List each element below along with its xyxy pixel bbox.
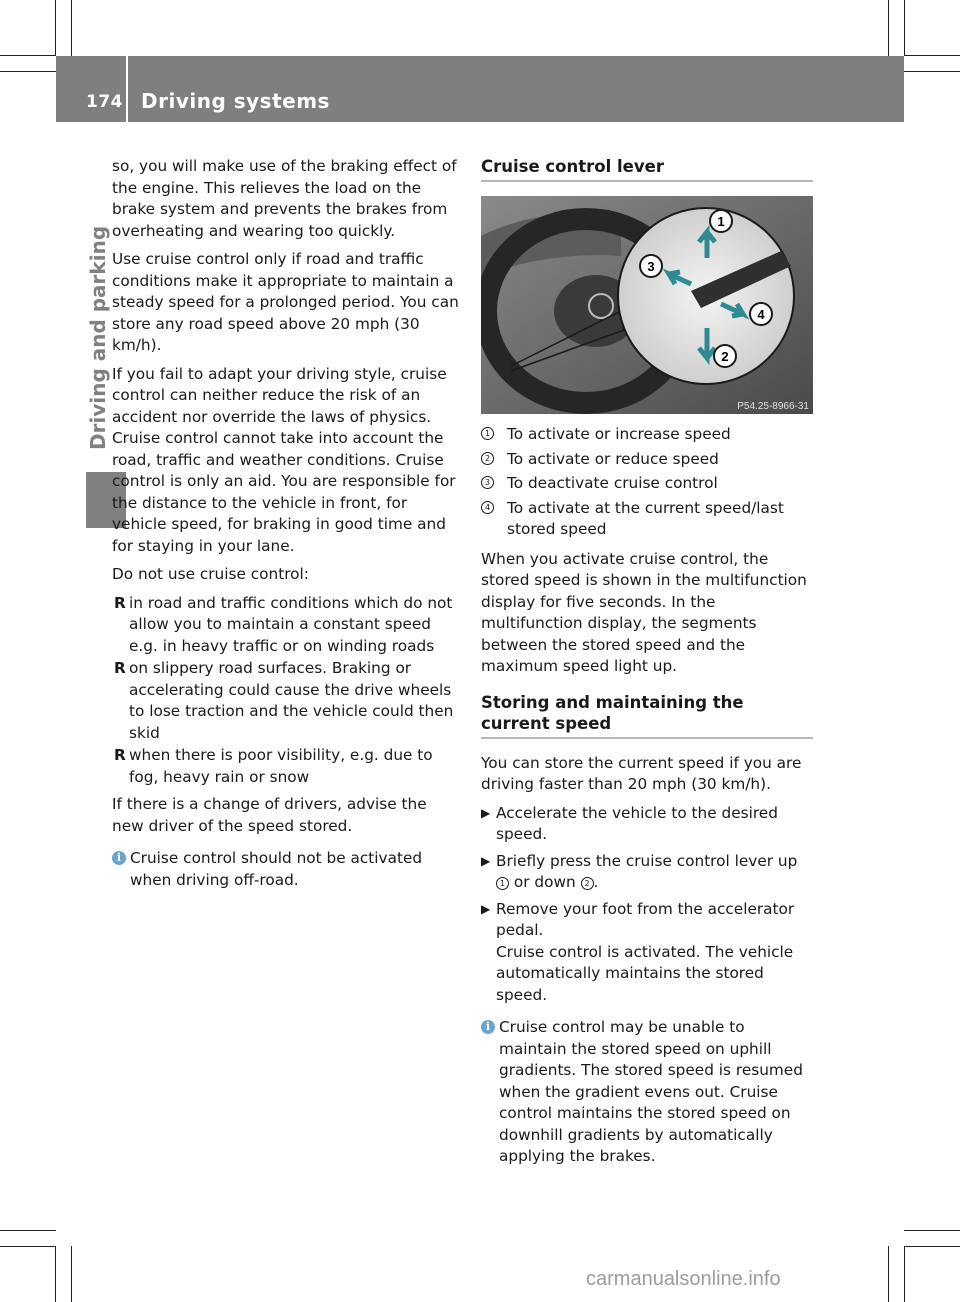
step-arrow-icon: ▶ — [481, 853, 491, 868]
step-item — [481, 851, 813, 894]
list-item-text: on slippery road surfaces. Braking or accelerating could cause the drive wheels to lose traction and the vehicle could then skid — [129, 659, 454, 742]
bullet-marker: R — [114, 659, 126, 677]
step-arrow-icon: ▶ — [481, 901, 491, 916]
section-heading: Storing and maintaining the current speed — [481, 692, 744, 733]
crop-mark — [904, 1246, 960, 1247]
crop-mark — [888, 1246, 889, 1302]
legend-text: To activate or increase speed — [507, 425, 731, 443]
crop-mark — [904, 0, 905, 56]
paragraph: If you fail to adapt your driving style, cruise control can neither reduce the risk of an accident nor override the laws of physics. Cruise control cannot take into account the road, traffic and weather conditions. Cruise control is only an aid. You are responsible for the distance to the vehicle in front, for vehicle speed, for braking in good time and for staying in your lane. — [112, 364, 456, 555]
bullet-marker: R — [114, 593, 126, 612]
side-tab-label: Driving and parking — [86, 225, 110, 450]
legend-number: 1 — [481, 427, 494, 440]
step-text: Remove your foot from the accelerator pedal. — [496, 899, 795, 939]
watermark: carmanualsonline.info — [586, 1268, 781, 1290]
crop-mark — [888, 0, 889, 56]
step-arrow-icon: ▶ — [481, 805, 491, 820]
step-item — [481, 803, 813, 846]
right-column — [481, 156, 813, 1175]
legend-item — [481, 498, 813, 541]
legend-text: To activate or reduce speed — [507, 449, 719, 468]
legend-text: To deactivate cruise control — [507, 474, 718, 492]
figure-legend — [481, 424, 813, 541]
crop-mark — [0, 71, 56, 72]
chapter-title: Driving systems — [141, 89, 330, 113]
callout-label: 3 — [647, 259, 655, 274]
callout-label: 1 — [717, 214, 725, 229]
step-text: or down — [513, 873, 576, 891]
bullet-marker: R — [114, 746, 126, 764]
legend-number: 2 — [481, 452, 494, 465]
crop-mark — [55, 1246, 56, 1302]
legend-item — [481, 473, 813, 495]
crop-mark — [0, 55, 56, 56]
list-item-text: when there is poor visibility, e.g. due to fog, heavy rain or snow — [129, 746, 433, 786]
list-item — [112, 593, 462, 658]
legend-number: 3 — [481, 476, 494, 489]
callout-label: 2 — [721, 349, 729, 364]
figure-illustration — [481, 196, 813, 414]
crop-mark — [904, 1230, 960, 1231]
bullet-list — [112, 593, 462, 789]
paragraph: Use cruise control only if road and traffic conditions make it appropriate to maintain a steady speed for a prolonged period. You can store any road speed above 20 mph (30 km/h). — [112, 250, 459, 354]
info-note — [112, 848, 462, 891]
crop-mark — [904, 1246, 905, 1302]
legend-item — [481, 449, 813, 471]
crop-mark — [55, 0, 56, 56]
step-text: Accelerate the vehicle to the desired speed. — [496, 803, 778, 843]
callout-label: 4 — [757, 307, 765, 322]
crop-mark — [71, 1246, 72, 1302]
info-text: Cruise control may be unable to maintain the stored speed on uphill gradients. The stored speed is resumed when the gradient evens out. Cruise control maintains the stored speed on downhill gradients by automatically applying the brakes. — [499, 1018, 803, 1165]
crop-mark — [904, 55, 960, 56]
info-icon: i — [112, 851, 126, 865]
figure-code: P54.25-8966-31 — [737, 401, 809, 412]
page-number: 174 — [86, 92, 123, 112]
list-item — [112, 658, 462, 744]
inline-number-badge: 2 — [581, 877, 594, 890]
step-item — [481, 899, 813, 1007]
legend-item — [481, 424, 813, 446]
legend-number: 4 — [481, 501, 494, 514]
section-heading: Cruise control lever — [481, 157, 664, 176]
paragraph: so, you will make use of the braking effect of the engine. This relieves the load on the brake system and prevents the brakes from overheating and wearing too quickly. — [112, 157, 457, 240]
list-item — [112, 745, 462, 788]
heading-rule — [481, 180, 813, 182]
crop-mark — [0, 1230, 56, 1231]
list-item-text: in road and traffic conditions which do not allow you to maintain a constant speed e.g. in heavy traffic or on winding roads — [129, 593, 453, 655]
crop-mark — [0, 1246, 56, 1247]
legend-text: To activate at the current speed/last stored speed — [507, 498, 784, 538]
crop-mark — [904, 71, 960, 72]
paragraph: Do not use cruise control: — [112, 565, 309, 583]
step-text: Briefly press the cruise control lever up — [496, 851, 798, 870]
crop-mark — [71, 0, 72, 56]
step-list — [481, 803, 813, 1007]
paragraph: When you activate cruise control, the stored speed is shown in the multifunction display for five seconds. In the multifunction display, the segments between the stored speed and the maximum speed light up. — [481, 549, 807, 675]
header-divider — [126, 56, 128, 122]
step-result-text: Cruise control is activated. The vehicle automatically maintains the stored speed. — [496, 942, 794, 1004]
cruise-control-lever-figure — [481, 196, 813, 414]
info-icon: i — [481, 1020, 495, 1034]
paragraph: You can store the current speed if you are driving faster than 20 mph (30 km/h). — [481, 753, 802, 793]
inline-number-badge: 1 — [496, 877, 509, 890]
info-text: Cruise control should not be activated when driving off-road. — [130, 849, 423, 889]
info-note — [481, 1017, 813, 1168]
left-column — [112, 156, 462, 898]
step-text: . — [593, 873, 599, 891]
paragraph: If there is a change of drivers, advise the new driver of the speed stored. — [112, 795, 427, 835]
heading-rule — [481, 737, 813, 739]
